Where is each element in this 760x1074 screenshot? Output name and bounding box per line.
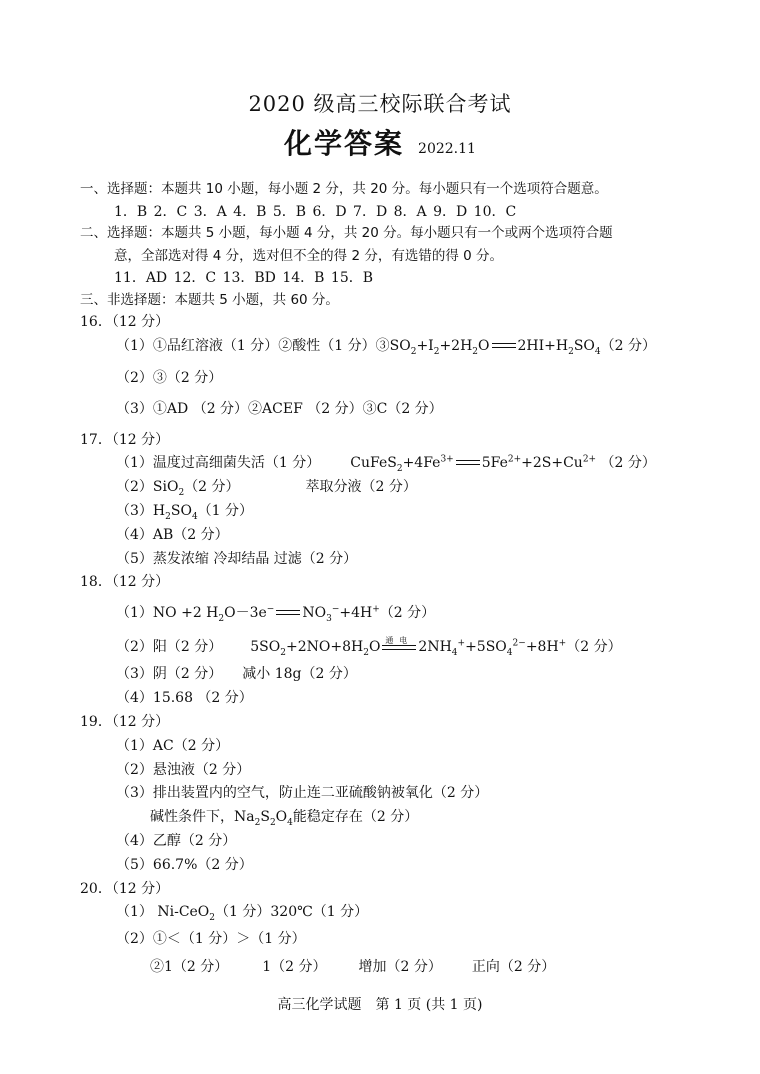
q20-number: 20．（12 分） [80, 881, 170, 897]
equal-sign [454, 458, 482, 468]
part3-heading: 三、非选择题：本题共 5 小题，共 60 分。 [80, 292, 339, 308]
q17-answer-1: （1）温度过高细菌失活（1 分） $CuFeS_2+4Fe^{3+}$ $5Fe^{2+}+2S+Cu^{2+}$ （2 分） [116, 454, 656, 474]
q19-answer-1: （1）AC（2 分） [116, 738, 230, 754]
q19-answer-3b: 碱性条件下，$Na_2S_2O_4$能稳定存在（2 分） [150, 809, 419, 828]
q18-answer-1: （1）NO +2 $H_2O-3e^-$ $NO_3^-+4H^+(2$ 分） [116, 604, 436, 624]
q19-answer-3: （3）排出装置内的空气，防止连二亚硫酸钠被氧化（2 分） [116, 785, 489, 801]
q17-answer-2: （2）SiO$_2$（2 分） 萃取分液（2 分） [116, 479, 417, 498]
electrolysis-sign [380, 636, 418, 653]
equal-sign [490, 341, 518, 351]
part1-answers: 1．B 2．C 3．A 4．B 5．B 6．D 7．D 8．A 9．D 10．C [114, 204, 517, 220]
answer-title: 化学答案 [284, 127, 405, 160]
q17-number: 17．（12 分） [80, 432, 170, 448]
exam-date: 2022.11 [418, 141, 476, 157]
q18-answer-4: （4）15.68 （2 分） [116, 690, 253, 706]
equal-sign [274, 608, 302, 618]
q16-answer-3: （3）①AD （2 分）②ACEF （2 分）③C（2 分） [116, 401, 443, 417]
electrolysis-label: 通电 [385, 636, 414, 645]
q16-answer-2: （2）③（2 分） [116, 370, 223, 386]
q19-number: 19．（12 分） [80, 714, 170, 730]
part2-answers: 11．AD 12．C 13．BD 14．B 15．B [114, 270, 374, 286]
q16-number: 16．（12 分） [80, 314, 170, 330]
q17-answer-3: $(3)H_2SO_4(1$ 分） [116, 503, 254, 522]
q17-answer-5: （5）蒸发浓缩 冷却结晶 过滤（2 分） [116, 551, 358, 567]
exam-title: 2020 级高三校际联合考试 [248, 92, 512, 116]
q20-answer-3: ②1（2 分） 1（2 分） 增加（2 分） 正向（2 分） [150, 959, 556, 975]
q18-answer-2: （2）阳（2 分） $5SO_2+2NO+8H_2O$ 通电 $2NH_4^++5SO_4^{2-}+8H^+(2$ 分） [116, 638, 622, 656]
q18-number: 18．（12 分） [80, 574, 170, 590]
q17-answer-4: （4）AB（2 分） [116, 527, 229, 543]
q16-answer-1: （1）①品红溶液（1 分）②酸性（1 分）$③SO_2+I_2+2H_2O$ $2HI+H_2SO_4(2$ 分） [116, 338, 657, 357]
part2-heading-line2: 意，全部选对得 4 分，选对但不全的得 2 分，有选错的得 0 分。 [114, 248, 504, 264]
subtitle-row [0, 122, 760, 162]
q20-answer-2: （2）①＜（1 分）＞（1 分） [116, 931, 306, 947]
q19-answer-4: （4）乙醇（2 分） [116, 833, 237, 849]
part2-heading-line1: 二、选择题：本题共 5 小题，每小题 4 分，共 20 分。每小题只有一个或两个选项符合题 [80, 225, 613, 241]
q19-answer-2: （2）悬浊液（2 分） [116, 762, 251, 778]
page-footer: 高三化学试题 第 1 页 (共 1 页) [277, 997, 483, 1013]
q18-answer-3: （3）阴（2 分） 减小 18g（2 分） [116, 666, 357, 682]
q19-answer-5: （5）66.7%（2 分） [116, 857, 253, 873]
q20-answer-1: （1） Ni-CeO$_2$（1 分）320℃（1 分） [116, 904, 369, 923]
part1-heading: 一、选择题：本题共 10 小题，每小题 2 分，共 20 分。每小题只有一个选项符合题意。 [80, 181, 608, 197]
